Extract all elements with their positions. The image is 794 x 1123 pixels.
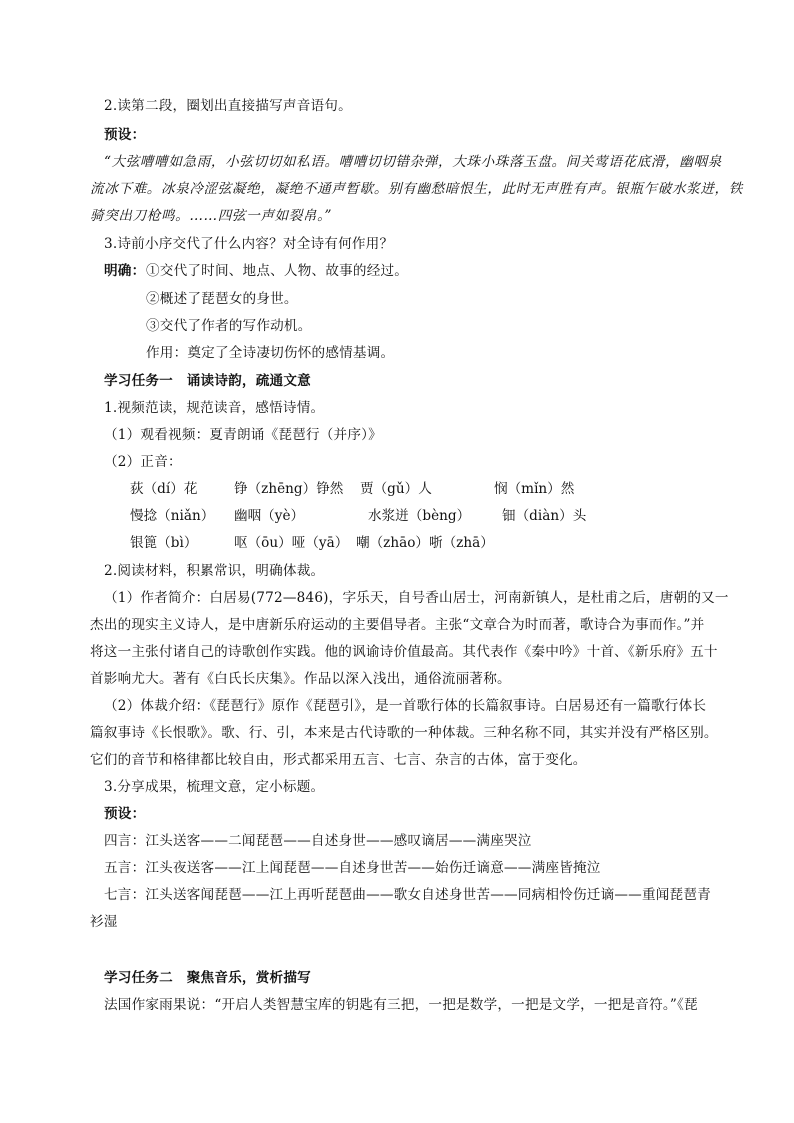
preset-label: 预设： — [104, 806, 146, 822]
seven-char-titles-line-2: 衫湿 — [90, 914, 118, 930]
task-1-item-1b: （2）正音： — [104, 454, 182, 470]
clear-item-2: ②概述了琵琶女的身世。 — [146, 291, 298, 307]
author-intro-line-2: 杰出的现实主义诗人，是中唐新乐府运动的主要倡导者。主张“文章合为时而著，歌诗合为事而作。”并 — [90, 617, 705, 633]
question-2: 2.读第二段，圈划出直接描写声音语句。 — [104, 98, 352, 114]
author-intro-line-3: 将这一主张付诸自己的诗歌创作实践。他的讽谕诗价值最高。其代表作《秦中吟》十首、《新乐府》五十 — [90, 644, 718, 660]
author-intro-line-1: （1）作者简介：白居易(772—846)，字乐天，自号香山居士，河南新镇人，是杜甫之后，唐朝的又一 — [104, 590, 729, 606]
pinyin-item: 慢捻（niǎn） — [130, 508, 215, 524]
pinyin-item: 幽咽（yè） — [234, 508, 305, 524]
preset-label: 预设： — [104, 127, 146, 143]
author-intro-line-4: 首影响尤大。著有《白氏长庆集》。作品以深入浅出，通俗流丽著称。 — [90, 671, 511, 687]
question-3: 3.诗前小序交代了什么内容？对全诗有何作用？ — [104, 236, 394, 252]
genre-intro-line-2: 篇叙事诗《长恨歌》。歌、行、引，本来是古代诗歌的一种体裁。三种名称不同，其实并没有严格区别。 — [90, 725, 718, 741]
pinyin-item: 呕（ōu）哑（yā） — [234, 535, 349, 551]
genre-intro-line-3: 它们的音节和格律都比较自由，形式都采用五言、七言、杂言的古体，富于变化。 — [90, 752, 587, 768]
quote-line-2: 流冰下难。冰泉冷涩弦凝绝，凝绝不通声暂歇。别有幽愁暗恨生，此时无声胜有声。银瓶乍破水浆迸，铁 — [90, 181, 743, 197]
task-1-item-1: 1.视频范读，规范读音，感悟诗情。 — [104, 400, 325, 416]
quote-line-3: 骑突出刀枪鸣。……四弦一声如裂帛。” — [90, 208, 333, 224]
task-1-item-3: 3.分享成果，梳理文意，定小标题。 — [104, 779, 325, 795]
pinyin-item: 悯（mǐn）然 — [494, 481, 575, 497]
genre-intro-line-1: （2）体裁介绍：《琵琶行》原作《琵琶引》，是一首歌行体的长篇叙事诗。白居易还有一篇歌行体长 — [104, 698, 707, 714]
pinyin-item: 银篦（bì） — [130, 535, 198, 551]
clear-item-3: ③交代了作者的写作动机。 — [146, 318, 312, 334]
pinyin-item: 贾（gǔ）人 — [360, 481, 432, 497]
task-1-item-1a: （1）观看视频：夏青朗诵《琵琶行（并序）》 — [104, 427, 382, 443]
pinyin-item: 嘲（zhāo）哳（zhā） — [356, 535, 494, 551]
pinyin-item: 铮（zhēng）铮然 — [234, 481, 344, 497]
clear-label: 明确： — [104, 263, 146, 279]
hugo-quote-line: 法国作家雨果说：“开启人类智慧宝库的钥匙有三把，一把是数学，一把是文学，一把是音符。”《琵 — [104, 997, 698, 1013]
clear-item-4: 作用：奠定了全诗凄切伤怀的感情基调。 — [146, 345, 395, 361]
four-char-titles: 四言：江头送客——二闻琵琶——自述身世——感叹谪居——满座哭泣 — [104, 833, 532, 849]
task-1-item-2: 2.阅读材料，积累常识，明确体裁。 — [104, 563, 325, 579]
pinyin-item: 荻（dí）花 — [130, 481, 198, 497]
task-1-heading: 学习任务一 诵读诗韵，疏通文意 — [104, 373, 311, 389]
seven-char-titles-line-1: 七言：江头送客闻琵琶——江上再听琵琶曲——歌女自述身世苦——同病相怜伤迁谪——重闻琵琶青 — [104, 887, 711, 903]
task-2-heading: 学习任务二 聚焦音乐，赏析描写 — [104, 970, 311, 986]
clear-item-1: ①交代了时间、地点、人物、故事的经过。 — [146, 263, 409, 279]
five-char-titles: 五言：江头夜送客——江上闻琵琶——自述身世苦——始伤迁谪意——满座皆掩泣 — [104, 860, 601, 876]
pinyin-item: 水浆迸（bèng） — [368, 508, 471, 524]
pinyin-item: 钿（diàn）头 — [502, 508, 587, 524]
quote-line-1: “大弦嘈嘈如急雨，小弦切切如私语。嘈嘈切切错杂弹，大珠小珠落玉盘。间关莺语花底滑，幽咽泉 — [104, 154, 722, 170]
